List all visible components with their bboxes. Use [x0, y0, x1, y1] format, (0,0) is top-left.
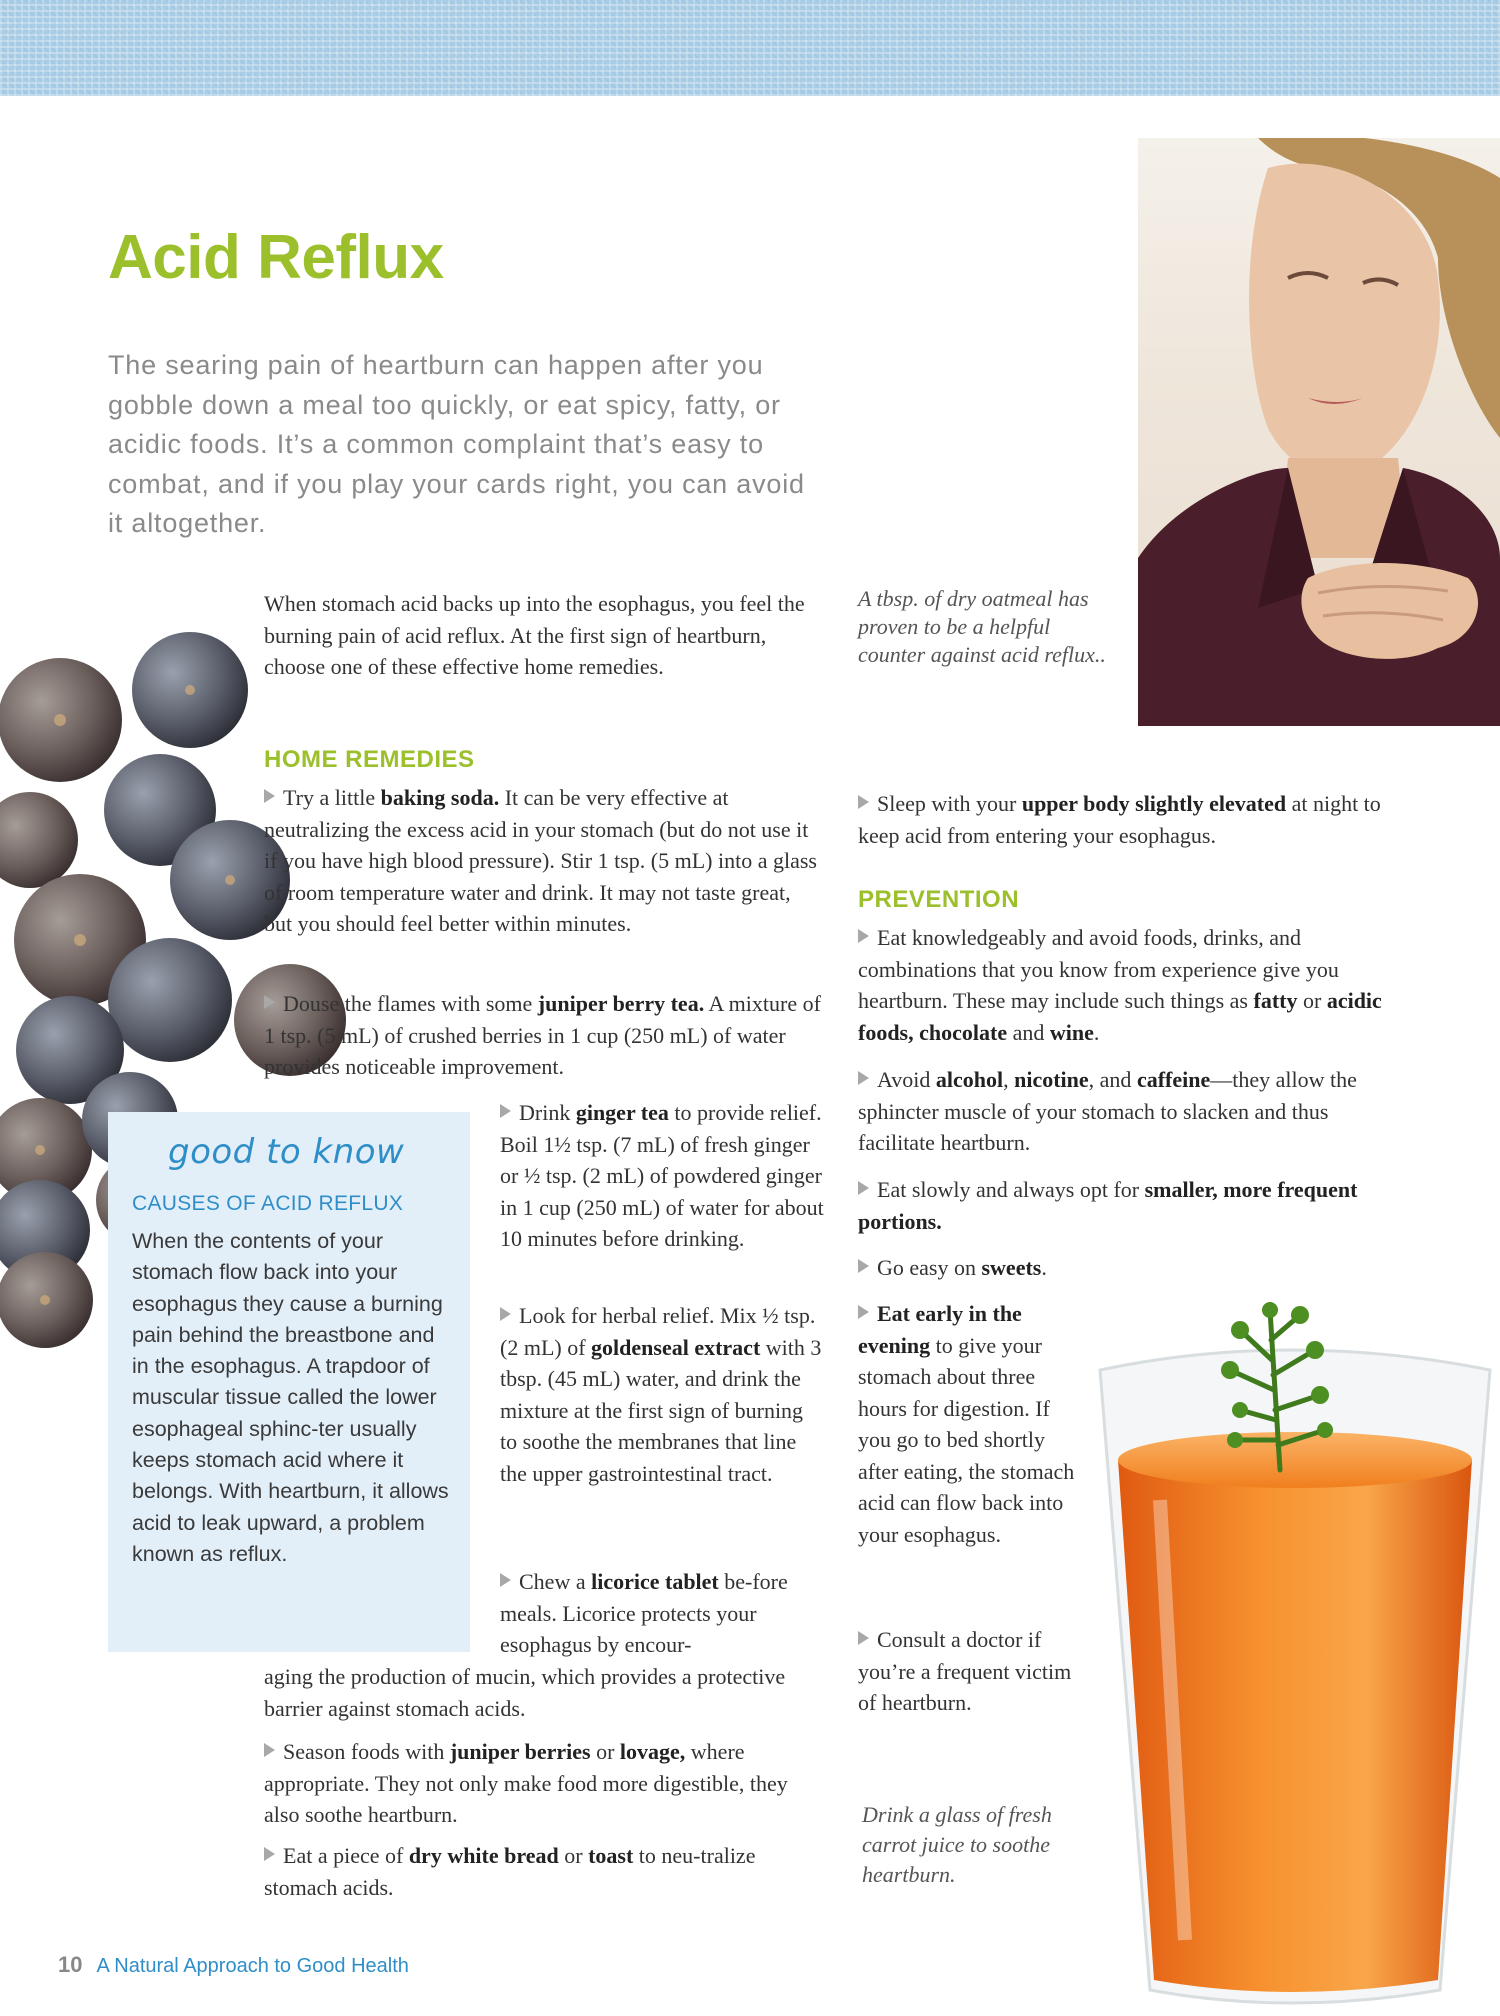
page-number: 10 [58, 1952, 83, 1977]
bullet-arrow-icon [264, 1743, 275, 1757]
bullet-arrow-icon [264, 1847, 275, 1861]
remedy-white-bread: Eat a piece of dry white bread or toast to neu-tralize stomach acids. [264, 1843, 756, 1900]
prevention-smaller-portions: Eat slowly and always opt for smaller, more frequent portions. [858, 1177, 1358, 1234]
intro-paragraph: The searing pain of heartburn can happen after you gobble down a meal too quickly, or eat spicy, fatty, or acidic foods. It’s a common complaint that’s easy to combat, and if you play your cards right, you can avoid it altogether. [108, 350, 805, 538]
woman-heartburn-photo [1138, 138, 1500, 726]
carrot-juice-glass-image [1090, 1300, 1500, 2016]
bullet-arrow-icon [264, 789, 275, 803]
prevention-eat-early: Eat early in the evening to give your stomach about three hours for digestion. If you go to bed shortly after eating, the stomach acid can flow back into your esophagus. [858, 1301, 1075, 1547]
remedy-elevated-sleep: Sleep with your upper body slightly elevated at night to keep acid from entering your esophagus. [858, 791, 1381, 848]
bullet-arrow-icon [858, 929, 869, 943]
page-title: Acid Reflux [108, 223, 444, 292]
oatmeal-caption: A tbsp. of dry oatmeal has proven to be a helpful counter against acid reflux.. [858, 586, 1106, 667]
bullet-arrow-icon [858, 1181, 869, 1195]
bullet-arrow-icon [858, 1305, 869, 1319]
bullet-arrow-icon [500, 1104, 511, 1118]
remedy-baking-soda: Try a little baking soda. It can be very effective at neutralizing the excess acid in your stomach (but do not use it if you have high blood pressure). Stir 1 tsp. (5 mL) into a glass of room temperature water and drink. It may not taste great, but you should feel better within minutes. [264, 785, 817, 936]
bullet-arrow-icon [500, 1307, 511, 1321]
prevention-heading: PREVENTION [858, 886, 1020, 913]
book-title: A Natural Approach to Good Health [96, 1955, 409, 1977]
lead-paragraph: When stomach acid backs up into the esophagus, you feel the burning pain of acid reflux. At the first sign of heartburn, choose one of these effective home remedies. [264, 591, 805, 679]
good-to-know-title: good to know [168, 1132, 405, 1172]
bullet-arrow-icon [264, 995, 275, 1009]
remedy-juniper-tea: Douse the flames with some juniper berry tea. A mixture of 1 tsp. (5 mL) of crushed berries in 1 cup (250 mL) of water provides noticeable improvement. [264, 991, 821, 1079]
prevention-sweets: Go easy on sweets. [858, 1252, 1408, 1284]
home-remedies-heading: HOME REMEDIES [264, 746, 475, 773]
bullet-arrow-icon [500, 1573, 511, 1587]
prevention-consult-doctor: Consult a doctor if you’re a frequent victim of heartburn. [858, 1627, 1072, 1715]
remedy-juniper-lovage: Season foods with juniper berries or lovage, where appropriate. They not only make food more digestible, they also soothe heartburn. [264, 1739, 788, 1827]
header-banner [0, 0, 1500, 96]
bullet-arrow-icon [858, 1259, 869, 1273]
good-to-know-subtitle: CAUSES OF ACID REFLUX [132, 1192, 404, 1215]
bullet-arrow-icon [858, 1631, 869, 1645]
remedy-ginger-tea: Drink ginger tea to provide relief. Boil 1½ tsp. (7 mL) of fresh ginger or ½ tsp. (2 mL) of powdered ginger in 1 cup (250 mL) of water for about 10 minutes before drinking. [500, 1100, 824, 1251]
juice-caption: Drink a glass of fresh carrot juice to soothe heartburn. [862, 1802, 1052, 1887]
good-to-know-body: When the contents of your stomach flow back into your esophagus they cause a burning pain behind the breastbone and in the esophagus. A trapdoor of muscular tissue called the lower esophageal sphinc-ter usually keeps stomach acid where it belongs. With heartburn, it allows acid to leak upward, a problem known as reflux. [132, 1229, 449, 1566]
good-to-know-box [108, 1112, 470, 1652]
prevention-avoid-alcohol: Avoid alcohol, nicotine, and caffeine—they allow the sphincter muscle of your stomach to slacken and thus facilitate heartburn. [858, 1067, 1357, 1155]
page-footer [58, 1952, 409, 1978]
prevention-avoid-foods: Eat knowledgeably and avoid foods, drinks, and combinations that you know from experience give you heartburn. These may include such things as fatty or acidic foods, chocolate and wine. [858, 925, 1382, 1045]
bullet-arrow-icon [858, 795, 869, 809]
remedy-licorice-continued: aging the production of mucin, which provides a protective barrier against stomach acids. [264, 1664, 786, 1721]
bullet-arrow-icon [858, 1071, 869, 1085]
remedy-licorice: Chew a licorice tablet be-fore meals. Licorice protects your esophagus by encour- [500, 1569, 788, 1657]
remedy-goldenseal: Look for herbal relief. Mix ½ tsp. (2 mL) of goldenseal extract with 3 tbsp. (45 mL) water, and drink the mixture at the first sign of burning to soothe the membranes that line the upper gastrointestinal tract. [500, 1303, 822, 1486]
